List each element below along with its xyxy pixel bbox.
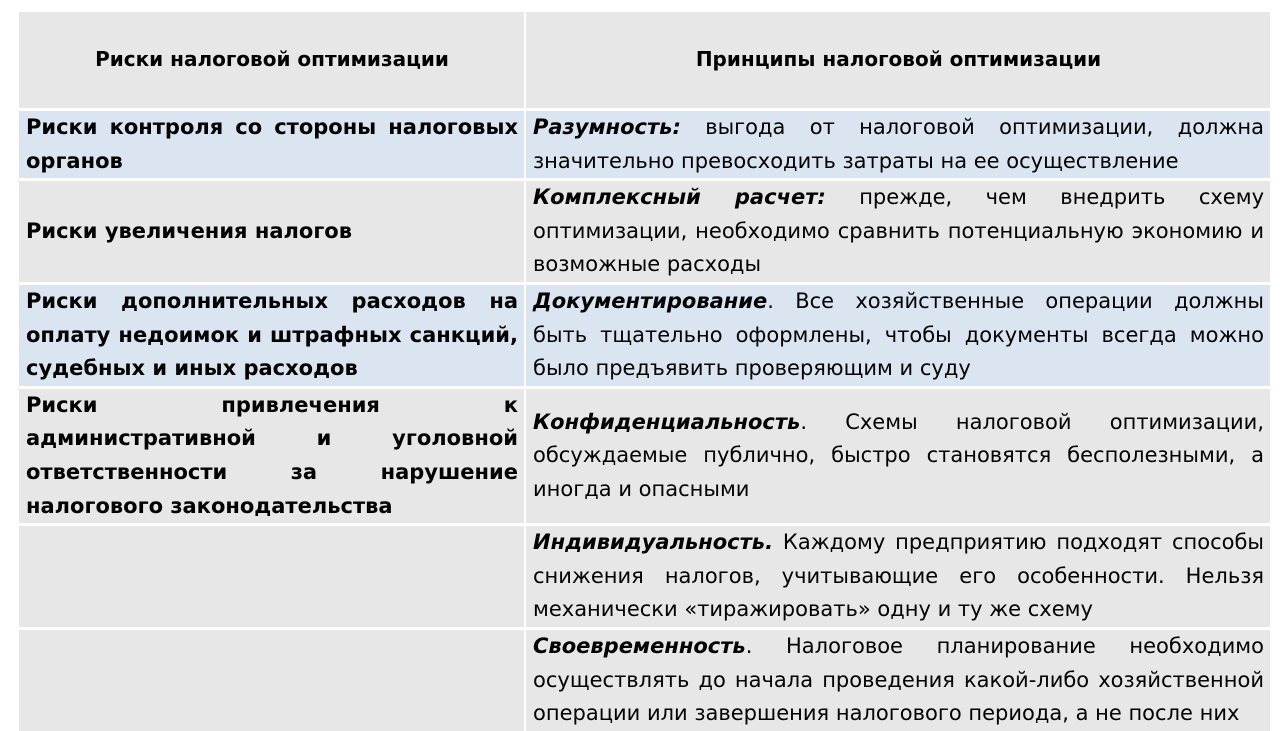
risk-cell xyxy=(19,525,525,629)
principle-cell xyxy=(525,283,1270,387)
principle-term: Разумность: xyxy=(533,115,681,139)
table-row xyxy=(19,628,1270,730)
risk-cell: Риски привлечения к административной и уголовной ответственности за нарушение налогового законодательства xyxy=(19,387,525,524)
principle-description: . Все хозяйственные операции должны быть тщательно оформлены, чтобы документы всегда можно было предъявить проверяющим и суду xyxy=(533,288,1264,381)
principle-description: . Налоговое планирование необходимо осуществлять до начала проведения какой-либо хозяйственной операции или завершения налогового периода, а не после них xyxy=(533,633,1264,726)
principle-cell xyxy=(525,525,1270,629)
principle-description: Каждому предприятию подходят способы снижения налогов, учитывающие его особенности. Нельзя механически «тиражировать» одну и ту же схему xyxy=(533,530,1264,622)
risks-principles-table xyxy=(19,12,1270,731)
table-row xyxy=(19,283,1270,387)
principle-cell xyxy=(525,387,1270,524)
table-row xyxy=(19,180,1270,284)
principle-term: Документирование xyxy=(533,288,768,313)
table-row xyxy=(19,525,1270,629)
principle-description: прежде, чем внедрить схему оптимизации, необходимо сравнить потенциальную экономию и возможные расходы xyxy=(533,185,1264,277)
principle-description: . Схемы налоговой оптимизации, обсуждаемые публично, быстро становятся бесполезными, а иногда и опасными xyxy=(533,409,1264,501)
risk-cell xyxy=(19,628,525,730)
principle-term: Комплексный расчет: xyxy=(533,185,826,210)
principle-term: Индивидуальность. xyxy=(533,530,774,555)
header-principles: Принципы налоговой оптимизации xyxy=(525,12,1270,110)
risk-cell: Риски увеличения налогов xyxy=(19,180,525,284)
table-row xyxy=(19,387,1270,524)
header-risks: Риски налоговой оптимизации xyxy=(19,12,525,110)
table-header-row xyxy=(19,12,1270,110)
principle-term: Своевременность xyxy=(533,633,746,658)
principle-cell xyxy=(525,110,1270,180)
principle-cell xyxy=(525,628,1270,730)
risk-cell: Риски контроля со стороны налоговых органов xyxy=(19,110,525,180)
risk-cell: Риски дополнительных расходов на оплату недоимок и штрафных санкций, судебных и иных расходов xyxy=(19,283,525,387)
table-row xyxy=(19,110,1270,180)
principle-cell xyxy=(525,180,1270,284)
principle-term: Конфиденциальность xyxy=(533,409,801,434)
principle-description: выгода от налоговой оптимизации, должна значительно превосходить затраты на ее осуществление xyxy=(533,115,1264,173)
